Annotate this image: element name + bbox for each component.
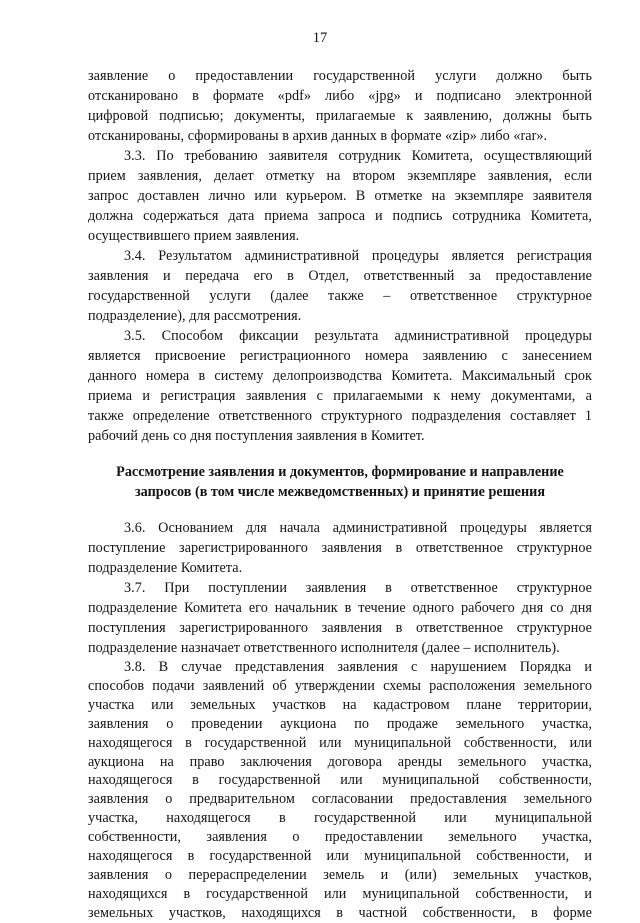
body-line: осуществившего прием заявления. — [88, 228, 300, 244]
body-line: заявления о проведении аукциона по продаже земельного участка, — [88, 715, 592, 732]
paragraph-3-3-line: 3.3. По требованию заявителя сотрудник Комитета, осуществляющий — [124, 148, 592, 164]
section-heading: Рассмотрение заявления и документов, формирование и направление — [116, 464, 564, 480]
paragraph-3-5-line: 3.5. Способом фиксации результата административной процедуры — [124, 328, 592, 344]
paragraph-3-8-line: 3.8. В случае представления заявления с нарушением Порядка и — [124, 659, 592, 675]
body-line: рабочий день со дня поступления заявления в Комитет. — [88, 428, 425, 444]
body-line: земельных участков, находящихся в частной собственности, в форме — [88, 904, 592, 921]
page-number: 17 — [312, 30, 328, 46]
paragraph-3-6-line: 3.6. Основанием для начала административной процедуры является — [124, 520, 592, 536]
body-line: участка, находящегося в государственной или муниципальной — [88, 810, 592, 827]
body-line: аукциона на право заключения договора аренды земельного участка, — [88, 753, 592, 770]
body-line: находящихся в государственной или муниципальной собственности, и — [88, 885, 592, 902]
body-line: должна содержаться дата приема запроса и подпись сотрудника Комитета, — [88, 208, 592, 224]
body-line: подразделение Комитета его начальник в течение одного рабочего дня со дня — [88, 600, 592, 616]
paragraph-3-4-line: 3.4. Результатом административной процедуры является регистрация — [124, 248, 592, 264]
body-line: отсканированы, сформированы в архив данных в формате «zip» либо «rar». — [88, 128, 548, 144]
body-line: находящегося в государственной или муниципальной собственности, — [88, 772, 592, 789]
body-line: прием заявления, делает отметку на втором экземпляре заявления, если — [88, 168, 592, 184]
paragraph-3-7-line: 3.7. При поступлении заявления в ответственное структурное — [124, 580, 592, 596]
body-line: является присвоение регистрационного номера заявлению с занесением — [88, 348, 592, 364]
body-line: заявления и передача его в Отдел, ответственный за предоставление — [88, 268, 592, 284]
body-line: запрос доставлен лично или курьером. В отметке на экземпляре заявителя — [88, 188, 592, 204]
body-line: подразделение назначает ответственного исполнителя (далее – исполнитель). — [88, 640, 560, 656]
body-line: отсканировано в формате «pdf» либо «jpg» и подписано электронной — [88, 88, 592, 104]
body-line: собственности, заявления о предоставлении земельного участка, — [88, 829, 592, 846]
body-line: находящегося в государственной или муниципальной собственности, или — [88, 734, 592, 751]
body-line: участка или земельных участков на кадастровом плане территории, — [88, 696, 592, 713]
body-line: заявление о предоставлении государственной услуги должно быть — [88, 68, 592, 84]
body-line: государственной услуги (далее также – ответственное структурное — [88, 288, 592, 304]
body-line: данного номера в систему делопроизводства Комитета. Максимальный срок — [88, 368, 592, 384]
body-line: подразделение), для рассмотрения. — [88, 308, 302, 324]
body-line: также определение ответственного структурного подразделения составляет 1 — [88, 408, 592, 424]
body-line: заявления о предварительном согласовании предоставления земельного — [88, 791, 592, 808]
section-heading: запросов (в том числе межведомственных) и принятие решения — [134, 484, 546, 500]
body-line: находящегося в государственной или муниципальной собственности, и — [88, 848, 592, 864]
body-line: поступления зарегистрированного заявления в ответственное структурное — [88, 620, 592, 636]
body-line: поступление зарегистрированного заявления в ответственное структурное — [88, 540, 592, 556]
body-line: способов подачи заявлений об утверждении схемы расположения земельного — [88, 677, 592, 694]
body-line: подразделение Комитета. — [88, 560, 243, 576]
body-line: приема и регистрация заявления с прилагаемыми к нему документами, а — [88, 388, 592, 404]
body-line: цифровой подписью; документы, прилагаемые к заявлению, должны быть — [88, 108, 592, 124]
body-line: заявления о перераспределении земель и (или) земельных участков, — [88, 866, 592, 883]
